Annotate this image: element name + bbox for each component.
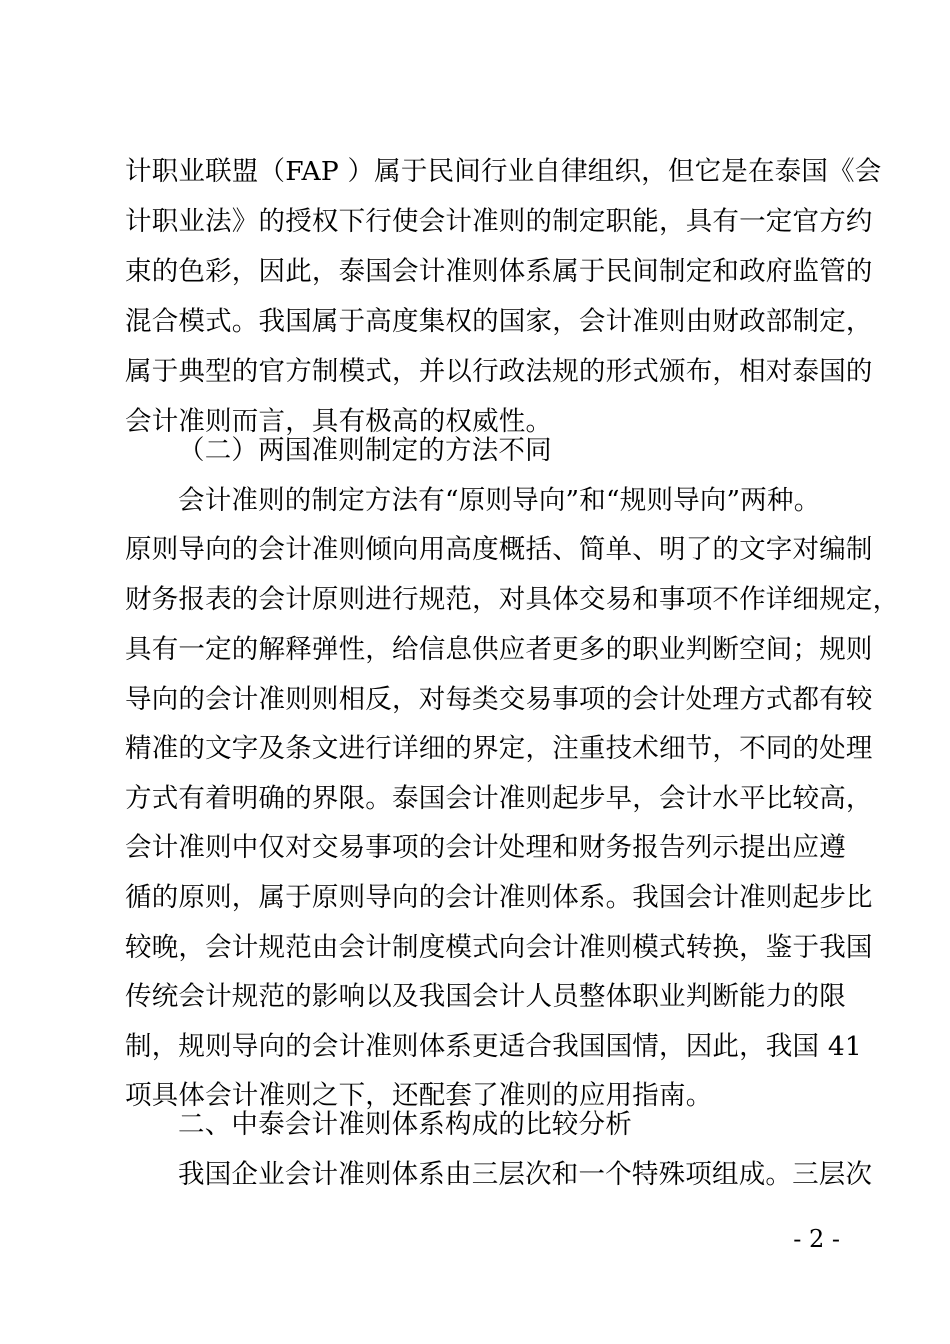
text-line: 束的色彩，因此，泰国会计准则体系属于民间制定和政府监管的 [125,256,873,287]
text-line: 项具体会计准则之下，还配套了准则的应用指南。 [125,1080,713,1111]
text-line: 财务报表的会计原则进行规范，对具体交易和事项不作详细规定， [125,584,900,615]
text-line: 计职业联盟（FAP ）属于民间行业自律组织，但它是在泰国《会 [125,156,882,187]
text-line: 精准的文字及条文进行详细的界定，注重技术细节，不同的处理 [125,733,873,764]
text-line: 较晚，会计规范由会计制度模式向会计准则模式转换，鉴于我国 [125,932,873,963]
text-line: 方式有着明确的界限。泰国会计准则起步早，会计水平比较高， [125,783,873,814]
text-line: 计职业法》的授权下行使会计准则的制定职能，具有一定官方约 [125,206,873,237]
paragraph-first-line: 我国企业会计准则体系由三层次和一个特殊项组成。三层次 [178,1159,873,1190]
text-line: 混合模式。我国属于高度集权的国家，会计准则由财政部制定， [125,306,873,337]
text-line: 传统会计规范的影响以及我国会计人员整体职业判断能力的限 [125,981,846,1012]
text-line: 循的原则，属于原则导向的会计准则体系。我国会计准则起步比 [125,882,873,913]
page-number: - 2 - [793,1225,840,1253]
text-line: 具有一定的解释弹性，给信息供应者更多的职业判断空间；规则 [125,634,873,665]
section-heading: （二）两国准则制定的方法不同 [178,435,552,466]
paragraph-first-line: 会计准则的制定方法有“原则导向”和“规则导向”两种。 [178,485,821,516]
text-line: 制，规则导向的会计准则体系更适合我国国情，因此，我国 41 [125,1031,862,1062]
section-heading: 二、中泰会计准则体系构成的比较分析 [178,1109,632,1140]
text-line: 原则导向的会计准则倾向用高度概括、简单、明了的文字对编制 [125,534,873,565]
text-line: 导向的会计准则则相反，对每类交易事项的会计处理方式都有较 [125,684,873,715]
text-line: 会计准则中仅对交易事项的会计处理和财务报告列示提出应遵 [125,832,846,863]
text-line: 属于典型的官方制模式，并以行政法规的形式颁布，相对泰国的 [125,356,873,387]
text-line: 会计准则而言，具有极高的权威性。 [125,406,553,437]
